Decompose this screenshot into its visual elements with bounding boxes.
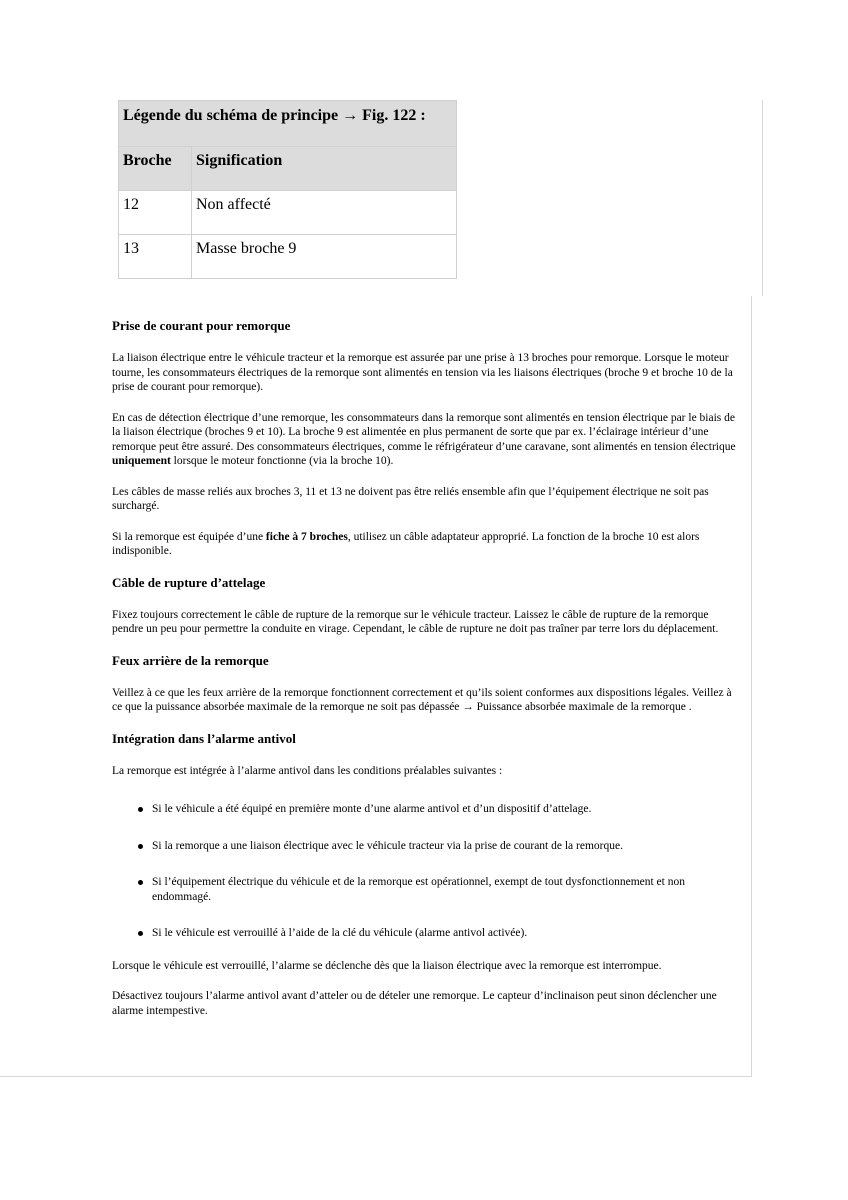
section-title-alarme: Intégration dans l’alarme antivol (112, 730, 296, 746)
paragraph (112, 530, 738, 559)
paragraph-text: lorsque le moteur fonctionne (via la broche 10). (170, 455, 394, 467)
page-border-bottom (0, 1076, 752, 1077)
paragraph: Les câbles de masse reliés aux broches 3, 11 et 13 ne doivent pas être reliés ensemble afin que l’équipement électrique ne soit pas surchargé. (112, 485, 709, 512)
bullet-icon (138, 844, 143, 849)
conditions-list (112, 802, 738, 941)
table-row (119, 235, 457, 279)
table-cell-signification: Non affecté (192, 191, 457, 235)
list-item (112, 926, 738, 941)
section-title-prise: Prise de courant pour remorque (112, 318, 291, 333)
legend-caption: Légende du schéma de principe → Fig. 122 : (119, 101, 457, 147)
paragraph-text: Si la remorque est équipée d’une (112, 530, 266, 543)
paragraph-emphasis: uniquement (112, 455, 171, 467)
section-title-feux: Feux arrière de la remorque (112, 652, 269, 668)
bullet-icon (138, 807, 143, 812)
list-item (112, 875, 738, 904)
paragraph (112, 411, 738, 469)
legend-table (118, 100, 457, 279)
paragraph-text: En cas de détection électrique d’une remorque, les consommateurs dans la remorque sont alimentés en tension électrique par le biais de la liaison électrique (broches 9 et 10). La broche 9 est alimentée en plus permanent de sorte que par ex. l’éclairage intérieur d’une remorque peut être assuré. Des consommateurs électriques, comme le réfrigérateur d’une caravane, sont alimentés en tension électrique (112, 411, 736, 453)
paragraph: La liaison électrique entre le véhicule tracteur et la remorque est assurée par une prise à 13 broches pour remorque. Lorsque le moteur tourne, les consommateurs électriques de la remorque sont alimentés en tension via les liaisons électriques (broche 9 et broche 10 de la prise de courant pour remorque). (112, 352, 733, 393)
list-item-text: Si la remorque a une liaison électrique avec le véhicule tracteur via la prise de courant de la remorque. (152, 839, 623, 852)
paragraph: Désactivez toujours l’alarme antivol avant d’atteler ou de dételer une remorque. Le capteur d’inclinaison peut sinon déclencher une alarme intempestive. (112, 990, 717, 1017)
page-border-right-top (762, 100, 763, 296)
table-row (119, 191, 457, 235)
section-title-cable: Câble de rupture d’attelage (112, 574, 266, 590)
table-cell-signification: Masse broche 9 (192, 235, 457, 279)
column-header-signification: Signification (192, 147, 457, 191)
paragraph-text: , utilisez un câble adaptateur approprié. La fonction de la broche 10 est alors indisponible. (112, 530, 700, 557)
paragraph: Lorsque le véhicule est verrouillé, l’alarme se déclenche dès que la liaison électrique avec la remorque est interrompue. (112, 959, 662, 972)
list-item-text: Si l’équipement électrique du véhicule et de la remorque est opérationnel, exempt de tout dysfonctionnement et non endommagé. (152, 876, 685, 903)
list-item-text: Si le véhicule a été équipé en première monte d’une alarme antivol et d’un dispositif d’attelage. (152, 803, 592, 815)
list-item (112, 802, 738, 817)
list-item (112, 839, 738, 854)
paragraph-emphasis: fiche à 7 broches (265, 530, 348, 543)
bullet-icon (138, 931, 143, 936)
page-border-right (751, 296, 752, 1076)
bullet-icon (138, 880, 143, 885)
column-header-broche: Broche (119, 147, 192, 191)
paragraph: Veillez à ce que les feux arrière de la remorque fonctionnent correctement et qu’ils soient conformes aux dispositions légales. Veillez à ce que la puissance absorbée maximale de la remorque ne soit pas dépassée → Puissance absorbée maximale de la remorque . (112, 686, 732, 713)
paragraph: Fixez toujours correctement le câble de rupture de la remorque sur le véhicule tracteur. Laissez le câble de rupture de la remorque pendre un peu pour permettre la conduite en virage. Cependant, le câble de rupture ne doit pas traîner par terre lors du déplacement. (112, 608, 719, 635)
document-body (112, 318, 738, 1034)
table-cell-broche: 13 (119, 235, 192, 279)
list-item-text: Si le véhicule est verrouillé à l’aide de la clé du véhicule (alarme antivol activée). (152, 927, 528, 939)
paragraph: La remorque est intégrée à l’alarme antivol dans les conditions préalables suivantes : (112, 764, 503, 777)
table-cell-broche: 12 (119, 191, 192, 235)
